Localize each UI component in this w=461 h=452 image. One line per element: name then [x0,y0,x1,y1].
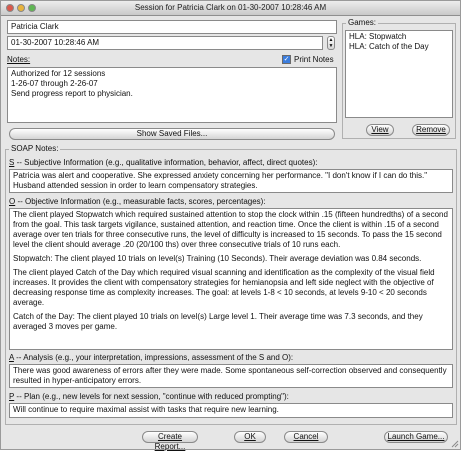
analysis-key: A [9,353,14,362]
subjective-textarea[interactable] [9,169,453,193]
print-notes-checkbox[interactable] [282,55,291,64]
title-bar[interactable] [1,1,460,16]
notes-line: Send progress report to physician. [11,89,133,98]
ok-label: OK [244,432,256,441]
checkmark-icon: ✓ [283,56,290,63]
create-report-label: Create Report... [154,432,186,451]
remove-button[interactable] [412,124,450,136]
objective-paragraph: The client played Stopwatch which required sustained attention to stop the clock within .15 (fifteen hundredths) of a second from the goal. This task targets vigilance, sustained attention, and reaction time. Once the client is within .15 of a second average over ten trials for three consecutive runs, the level of difficulty is increased to 15 seconds. To pass the 15 second level the client should average .20 (20/100 ths) over three consecutive trials of 10 runs each. [13,210,448,249]
soap-notes-label: SOAP Notes: [11,144,59,153]
notes-line: Authorized for 12 sessions [11,69,106,78]
plan-textarea[interactable] [9,403,453,418]
analysis-textarea[interactable] [9,364,453,388]
session-datetime-field[interactable] [7,36,323,50]
plan-key: P [9,392,15,401]
notes-line: 1-26-07 through 2-26-07 [11,79,98,88]
show-saved-files-button[interactable]: Show Saved Files... [9,128,335,140]
subjective-desc: -- Subjective Information (e.g., qualitative information, behavior, affect, direct quotes): [14,158,318,167]
analysis-label [9,353,293,363]
plan-text: Will continue to require maximal assist with tasks that require new learning. [13,405,279,414]
objective-desc: -- Objective Information (e.g., measurable facts, scores, percentages): [15,197,266,206]
games-list[interactable] [345,30,453,118]
games-label: Games: [348,18,377,27]
list-item[interactable]: HLA: Stopwatch [349,32,407,41]
objective-textarea[interactable] [9,208,453,350]
analysis-text: There was good awareness of errors after they were made. Some spontaneous self-correction observed and consequently resulted in hyper-anticipatory errors. [13,366,447,385]
resize-grip-icon[interactable] [450,439,459,448]
notes-textarea[interactable] [7,67,337,123]
session-datetime-value: 01-30-2007 10:28:46 AM [11,38,100,47]
subjective-text: Patricia was alert and cooperative. She expressed anxiety concerning her performance. "I don't know if I can do this." Husband attended session in order to learn compensatory strategies. [13,171,428,190]
stepper-down-icon[interactable]: ▼ [328,43,334,49]
plan-desc: -- Plan (e.g., new levels for next session, "continue with reduced prompting"): [14,392,289,401]
create-report-button[interactable] [142,431,198,451]
subjective-label [9,158,317,168]
launch-game-button[interactable] [384,431,448,443]
objective-paragraph: The client played Catch of the Day which required visual scanning and identification as the complexity of the visual field increases. It provides the client with compensatory strategies for hemianopsia and left side neglect with the objective of decreasing response time as complexity increases. The goal: at levels 1-8 < 10 seconds, at levels 9-10 < 20 seconds average. [13,268,435,307]
patient-name-value: Patricia Clark [11,22,59,31]
ok-button[interactable] [234,431,266,443]
plan-label [9,392,289,402]
view-button-label: View [371,125,389,134]
objective-paragraph: Catch of the Day: The client played 10 trials on level(s) Large level 1. Their average time was 7.3 seconds, and they averaged 3 moves per game. [13,312,423,331]
launch-game-label: Launch Game... [387,432,445,441]
patient-name-field[interactable] [7,20,337,34]
window-title: Session for Patricia Clark on 01-30-2007 10:28:46 AM [134,3,327,12]
cancel-button[interactable] [284,431,328,443]
subjective-key: S [9,158,15,167]
objective-label [9,197,266,207]
stepper-up-icon[interactable]: ▲ [328,37,334,43]
datetime-stepper[interactable] [327,36,335,50]
objective-key: O [9,197,16,206]
print-notes-label: Print Notes [294,55,334,64]
notes-label-text: Notes: [7,55,31,64]
list-item[interactable]: HLA: Catch of the Day [349,42,429,51]
analysis-desc: -- Analysis (e.g., your interpretation, impressions, assessment of the S and O): [13,353,294,362]
view-button[interactable] [366,124,394,136]
notes-label [7,55,30,65]
objective-paragraph: Stopwatch: The client played 10 trials on level(s) Training (10 Seconds). Their average deviation was 0.84 seconds. [13,254,422,263]
cancel-label: Cancel [293,432,319,441]
remove-button-label: Remove [416,125,446,134]
